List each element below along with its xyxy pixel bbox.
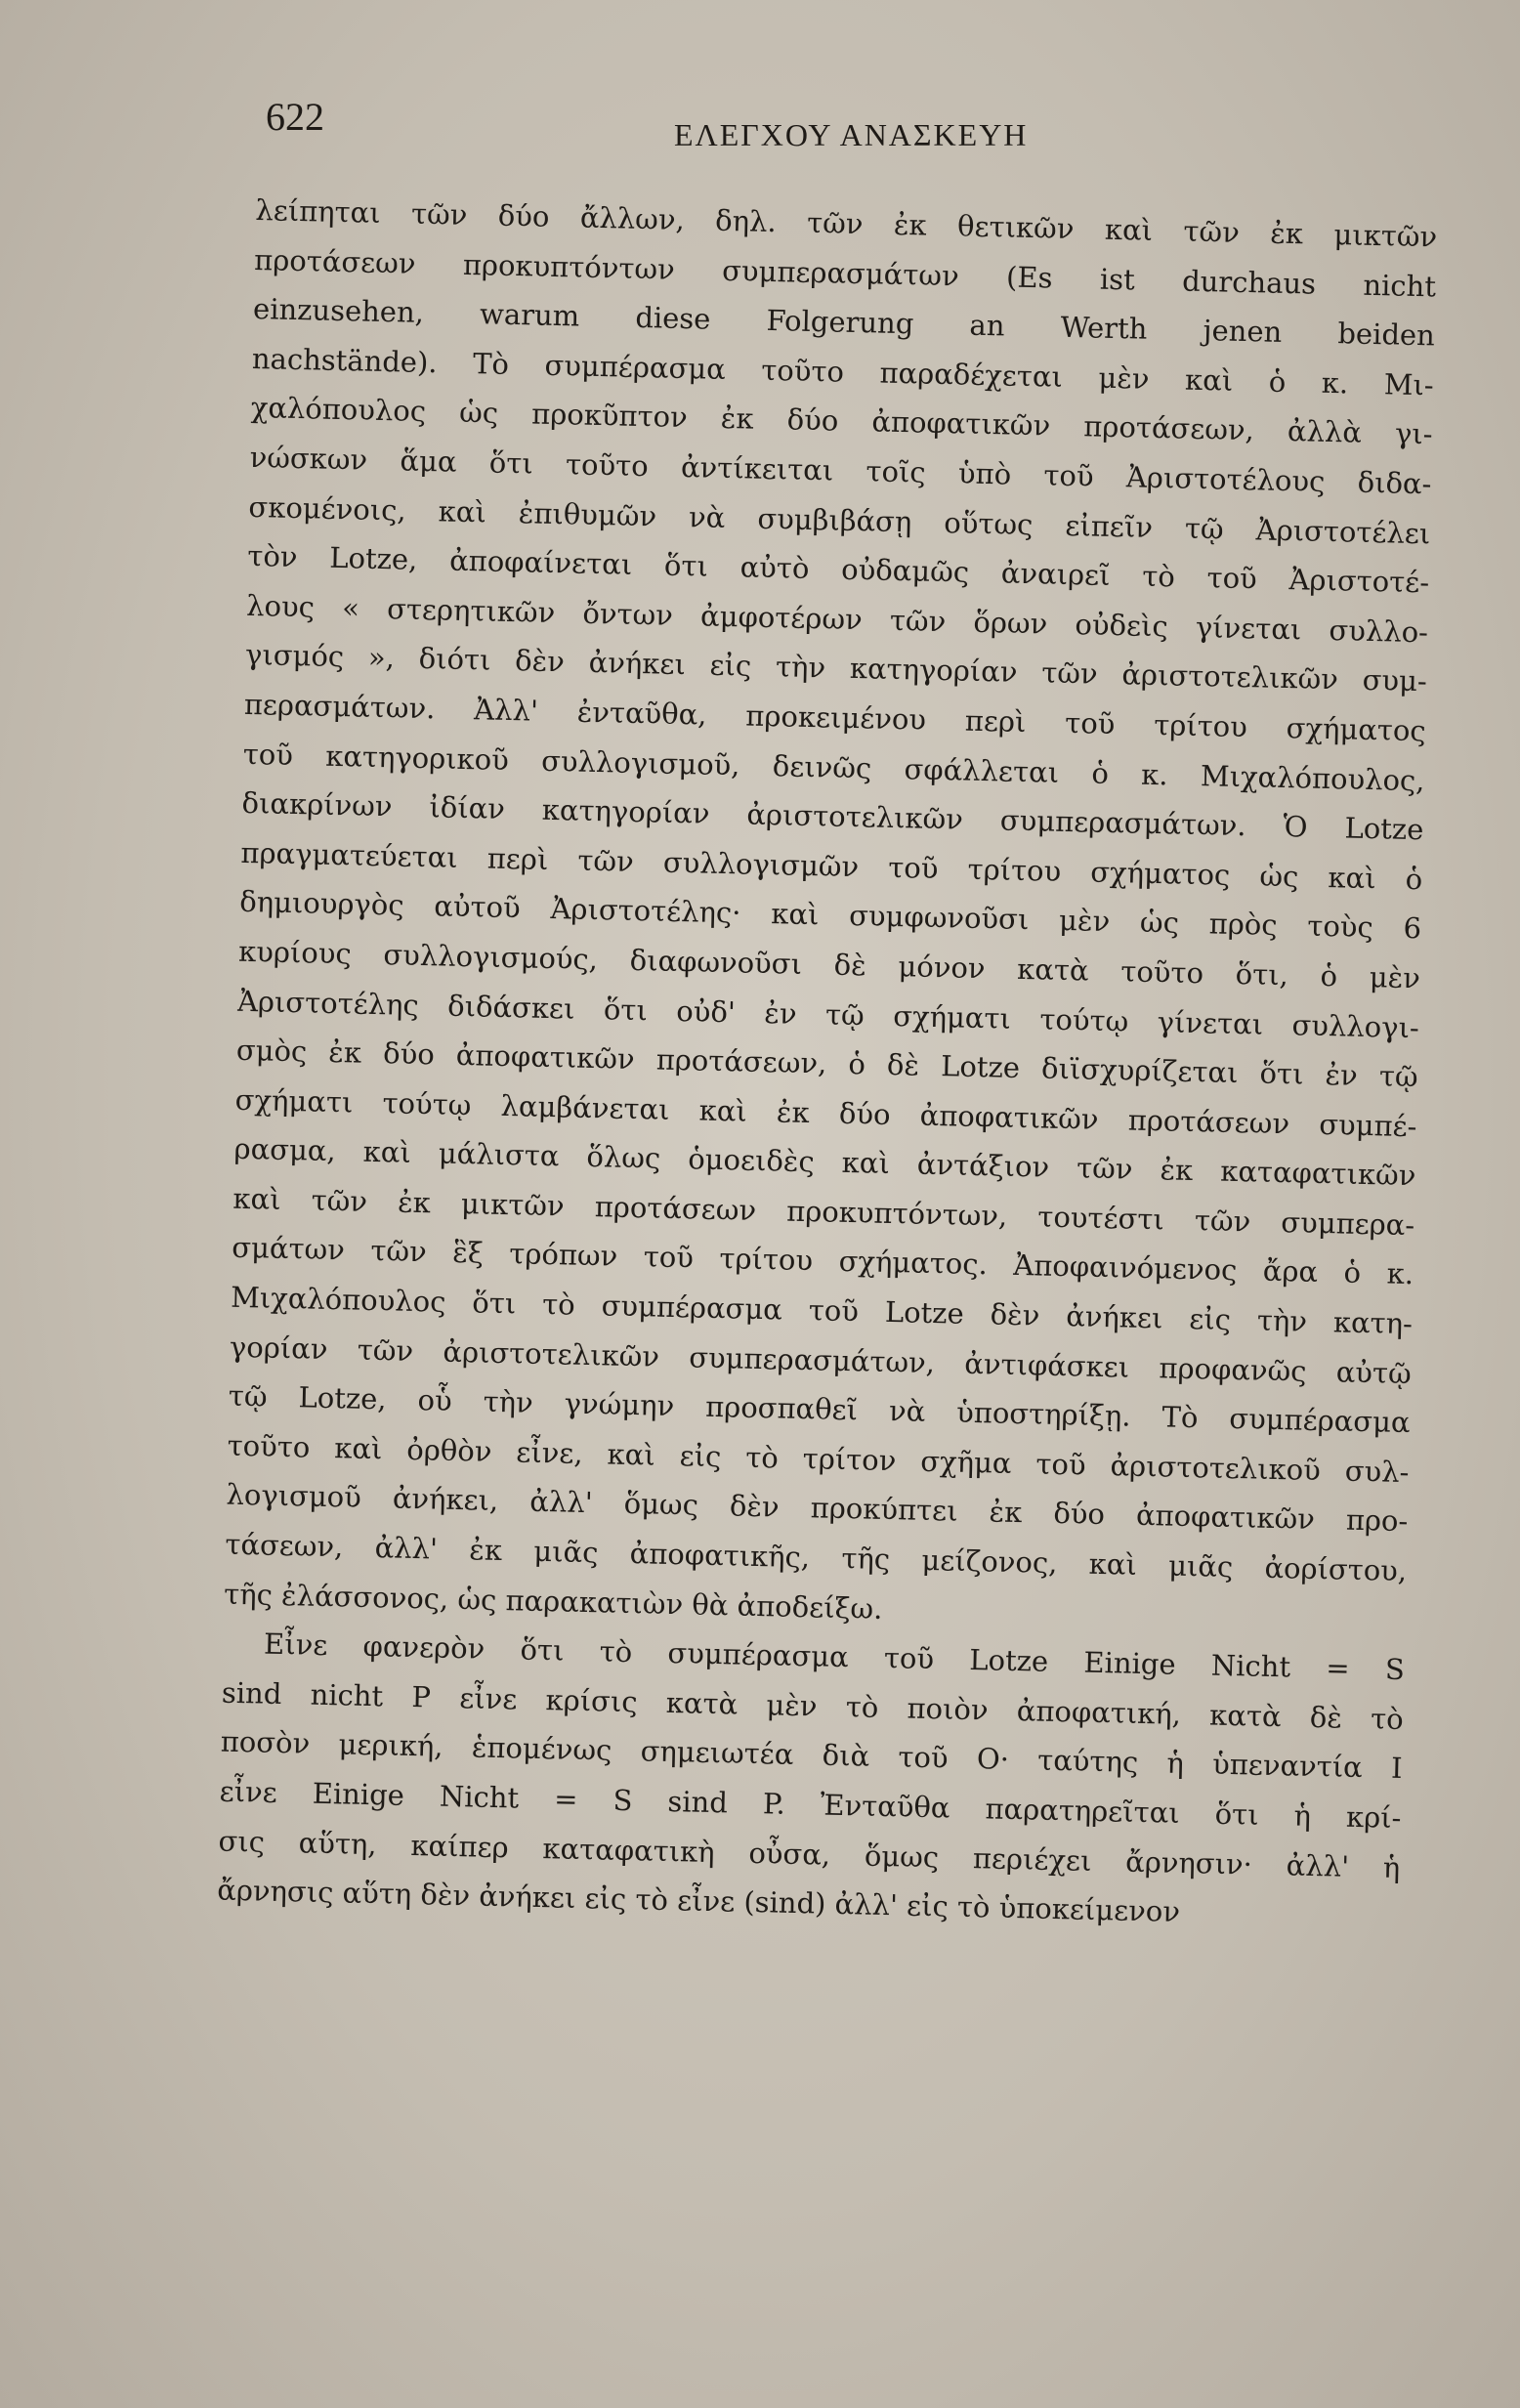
text-line: πραγματεύεται περὶ τῶν συλλογισμῶν τοῦ τρίτου σχήματος ὡς καὶ ὁ [240, 835, 1423, 896]
text-line: Μιχαλόπουλος ὅτι τὸ συμπέρασμα τοῦ Lotze δὲν ἀνήκει εἰς τὴν κατη- [230, 1280, 1414, 1341]
text-line: ἄρνησις αὕτη δὲν ἀνήκει εἰς τὸ εἶνε (sind) ἀλλ' εἰς τὸ ὑποκείμενον [217, 1873, 1181, 1929]
text-line: τάσεων, ἀλλ' ἐκ μιᾶς ἀποφατικῆς, τῆς μείζονος, καὶ μιᾶς ἀορίστου, [225, 1527, 1408, 1588]
text-line: λους « στερητικῶν ὄντων ἀμφοτέρων τῶν ὅρων οὐδεὶς γίνεται συλλο- [245, 588, 1429, 650]
body-text [217, 186, 1438, 1942]
text-line: sind nicht P εἶνε κρίσις κατὰ μὲν τὸ ποιὸν ἀποφατική, κατὰ δὲ τὸ [221, 1675, 1405, 1736]
page-number: 622 [266, 95, 324, 139]
text-line: εἶνε Einige Nicht = S sind P. Ἐνταῦθα παρατηρεῖται ὅτι ἡ κρί- [219, 1774, 1402, 1836]
text-line: γισμός », διότι δὲν ἀνήκει εἰς τὴν κατηγορίαν τῶν ἀριστοτελικῶν συμ- [244, 638, 1428, 698]
text-line: ποσὸν μερική, ἑπομένως σημειωτέα διὰ τοῦ O· ταύτης ἡ ὑπεναντία I [220, 1725, 1403, 1786]
text-line: σμάτων τῶν ἓξ τρόπων τοῦ τρίτου σχήματος. Ἀποφαινόμενος ἄρα ὁ κ. [231, 1231, 1414, 1291]
text-line: περασμάτων. Ἀλλ' ἐνταῦθα, προκειμένου περὶ τοῦ τρίτου σχήματος [243, 687, 1427, 748]
text-line: λογισμοῦ ἀνήκει, ἀλλ' ὅμως δὲν προκύπτει ἐκ δύο ἀποφατικῶν προ- [226, 1478, 1409, 1539]
text-line: σκομένοις, καὶ ἐπιθυμῶν νὰ συμβιβάσῃ οὕτως εἰπεῖν τῷ Ἀριστοτέλει [248, 489, 1431, 550]
text-line: διακρίνων ἰδίαν κατηγορίαν ἀριστοτελικῶν συμπερασμάτων. Ὁ Lotze [241, 785, 1424, 847]
running-title: ΕΛΕΓΧΟΥ ΑΝΑΣΚΕΥΗ [674, 117, 1029, 152]
text-line: Εἶνε φανερὸν ὅτι τὸ συμπέρασμα τοῦ Lotze Einige Nicht = S [263, 1626, 1406, 1687]
text-line: einzusehen, warum diese Folgerung an Werth jenen beiden [252, 292, 1436, 353]
text-line: nachstände). Τὸ συμπέρασμα τοῦτο παραδέχεται μὲν καὶ ὁ κ. Μι- [251, 341, 1435, 402]
page-header [266, 90, 1262, 158]
text-line: κυρίους συλλογισμούς, διαφωνοῦσι δὲ μόνον κατὰ τοῦτο ὅτι, ὁ μὲν [237, 934, 1421, 995]
text-line: ρασμα, καὶ μάλιστα ὅλως ὁμοειδὲς καὶ ἀντάξιον τῶν ἐκ καταφατικῶν [233, 1132, 1416, 1193]
text-line: λείπηται τῶν δύο ἄλλων, δηλ. τῶν ἐκ θετικῶν καὶ τῶν ἐκ μικτῶν [255, 192, 1438, 254]
text-line: τῆς ἐλάσσονος, ὡς παρακατιὼν θὰ ἀποδείξω. [223, 1577, 883, 1626]
text-line: σμὸς ἐκ δύο ἀποφατικῶν προτάσεων, ὁ δὲ Lotze διϊσχυρίζεται ὅτι ἐν τῷ [235, 1033, 1418, 1094]
text-line: τὸν Lotze, ἀποφαίνεται ὅτι αὐτὸ οὐδαμῶς ἀναιρεῖ τὸ τοῦ Ἀριστοτέ- [247, 539, 1430, 600]
text-line: τῷ Lotze, οὗ τὴν γνώμην προσπαθεῖ νὰ ὑποστηρίξῃ. Τὸ συμπέρασμα [228, 1378, 1411, 1440]
text-line: Ἀριστοτέλης διδάσκει ὅτι οὐδ' ἐν τῷ σχήματι τούτῳ γίνεται συλλογι- [236, 984, 1420, 1044]
text-line: χαλόπουλος ὡς προκῦπτον ἐκ δύο ἀποφατικῶν προτάσεων, ἀλλὰ γι- [250, 391, 1433, 451]
text-line: προτάσεων προκυπτόντων συμπερασμάτων (Es ist durchaus nicht [253, 242, 1437, 304]
text-line: καὶ τῶν ἐκ μικτῶν προτάσεων προκυπτόντων, τουτέστι τῶν συμπερα- [232, 1181, 1415, 1243]
text-line: σχήματι τούτῳ λαμβάνεται καὶ ἐκ δύο ἀποφατικῶν προτάσεων συμπέ- [234, 1082, 1417, 1143]
text-line: δημιουργὸς αὐτοῦ Ἀριστοτέλης· καὶ συμφωνοῦσι μὲν ὡς πρὸς τοὺς 6 [238, 885, 1422, 946]
text-line: σις αὕτη, καίπερ καταφατικὴ οὖσα, ὅμως περιέχει ἄρνησιν· ἀλλ' ἡ [218, 1824, 1401, 1884]
text-line: γορίαν τῶν ἀριστοτελικῶν συμπερασμάτων, ἀντιφάσκει προφανῶς αὐτῷ [229, 1330, 1413, 1390]
text-line: νώσκων ἅμα ὅτι τοῦτο ἀντίκειται τοῖς ὑπὸ τοῦ Ἀριστοτέλους διδα- [249, 440, 1432, 501]
text-line: τοῦτο καὶ ὀρθὸν εἶνε, καὶ εἰς τὸ τρίτον σχῆμα τοῦ ἀριστοτελικοῦ συλ- [227, 1428, 1410, 1489]
text-line: τοῦ κατηγορικοῦ συλλογισμοῦ, δεινῶς σφάλλεται ὁ κ. Μιχαλόπουλος, [242, 737, 1425, 797]
